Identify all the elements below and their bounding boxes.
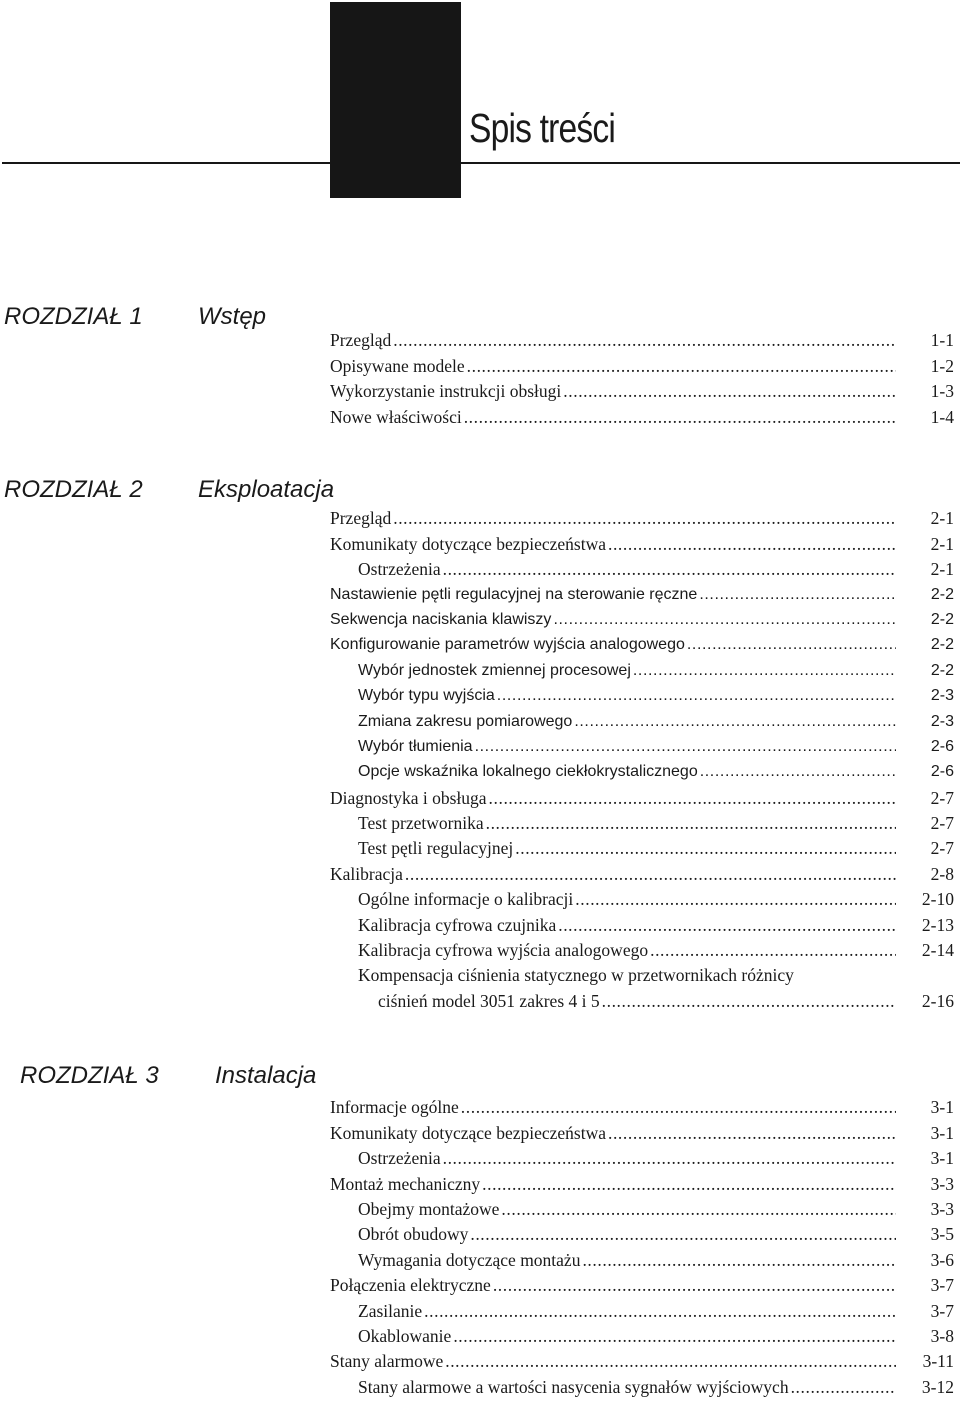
toc-entry-title: Ostrzeżenia bbox=[358, 1148, 441, 1169]
toc-entry-page: 3-1 bbox=[930, 1122, 954, 1143]
toc-entry[interactable] bbox=[330, 986, 954, 1011]
dot-leader bbox=[489, 787, 896, 809]
toc-entry-title: Kalibracja cyfrowa czujnika bbox=[358, 914, 557, 935]
dot-leader bbox=[650, 939, 896, 961]
toc-entry[interactable] bbox=[330, 580, 954, 605]
toc-entry[interactable] bbox=[330, 758, 954, 783]
dot-leader bbox=[575, 888, 896, 910]
toc-entry-title: Wybór typu wyjścia bbox=[358, 687, 495, 705]
toc-entry-page: 3-7 bbox=[930, 1300, 954, 1321]
toc-entry-page: 2-6 bbox=[930, 763, 954, 781]
dot-leader bbox=[700, 761, 896, 783]
dot-leader bbox=[574, 711, 896, 733]
dot-leader bbox=[501, 1198, 896, 1220]
toc-entry-title: Opcje wskaźnika lokalnego ciekłokrystalicznego bbox=[358, 763, 698, 781]
toc-entry[interactable] bbox=[330, 1093, 954, 1118]
toc-entry-title: Przegląd bbox=[330, 330, 392, 351]
toc-entry-title: Kompensacja ciśnienia statycznego w przetwornikach różnicy bbox=[358, 965, 794, 986]
toc-entry-title: Zasilanie bbox=[358, 1300, 423, 1321]
toc-entry-title: Opisywane modele bbox=[330, 355, 465, 376]
title-rule bbox=[2, 162, 960, 164]
dot-leader bbox=[424, 1300, 896, 1322]
toc-entry[interactable] bbox=[330, 631, 954, 656]
chapter-label: ROZDZIAŁ 1 bbox=[4, 303, 143, 330]
toc-entry-page: 3-1 bbox=[930, 1148, 954, 1169]
dot-leader bbox=[608, 533, 896, 555]
toc-entry-page: 3-5 bbox=[930, 1224, 954, 1245]
toc-entry[interactable] bbox=[330, 529, 954, 554]
toc-list bbox=[330, 326, 954, 428]
dot-leader bbox=[470, 1223, 896, 1245]
dot-leader bbox=[791, 1376, 896, 1398]
toc-entry-title: Połączenia elektryczne bbox=[330, 1275, 491, 1296]
dot-leader bbox=[515, 837, 896, 859]
toc-entry-page: 2-7 bbox=[930, 787, 954, 808]
toc-entry-page: 3-8 bbox=[930, 1325, 954, 1346]
toc-entry-title: Ogólne informacje o kalibracji bbox=[358, 889, 574, 910]
title-black-block bbox=[330, 2, 461, 198]
toc-entry[interactable] bbox=[330, 1220, 954, 1245]
toc-entry-page: 2-8 bbox=[930, 863, 954, 884]
toc-entry-page: 2-3 bbox=[930, 687, 954, 705]
toc-entry-page: 2-16 bbox=[921, 990, 954, 1011]
toc-entry[interactable] bbox=[330, 1118, 954, 1143]
toc-entry[interactable] bbox=[330, 326, 954, 351]
chapter-title: Eksploatacja bbox=[198, 476, 335, 503]
toc-entry-title: Komunikaty dotyczące bezpieczeństwa bbox=[330, 1122, 606, 1143]
dot-leader bbox=[482, 1173, 896, 1195]
toc-entry-page: 2-2 bbox=[930, 585, 954, 603]
dot-leader bbox=[558, 914, 896, 936]
dot-leader bbox=[563, 380, 896, 402]
toc-entry-page: 2-3 bbox=[930, 712, 954, 730]
dot-leader bbox=[453, 1325, 896, 1347]
toc-entry[interactable] bbox=[330, 1195, 954, 1220]
dot-leader bbox=[497, 685, 896, 707]
toc-entry[interactable] bbox=[330, 707, 954, 732]
toc-entry-title: Nastawienie pętli regulacyjnej na sterowanie ręczne bbox=[330, 585, 698, 603]
toc-entry-page: 3-12 bbox=[921, 1376, 954, 1397]
toc-entry-title: Kalibracja bbox=[330, 863, 403, 884]
toc-entry[interactable] bbox=[330, 859, 954, 884]
toc-entry-title: Komunikaty dotyczące bezpieczeństwa bbox=[330, 533, 606, 554]
toc-entry-title: Wykorzystanie instrukcji obsługi bbox=[330, 381, 562, 402]
chapter-label: ROZDZIAŁ 3 bbox=[20, 1062, 159, 1089]
toc-entry-page: 2-1 bbox=[930, 559, 954, 580]
toc-entry-page: 2-2 bbox=[930, 636, 954, 654]
toc-entry-title: Obrót obudowy bbox=[358, 1224, 469, 1245]
toc-entry-page: 2-10 bbox=[921, 889, 954, 910]
dot-leader bbox=[445, 1350, 896, 1372]
toc-entry-page: 1-1 bbox=[930, 330, 954, 351]
toc-entry-title: Sekwencja naciskania klawiszy bbox=[330, 610, 552, 628]
toc-entry-title: ciśnień model 3051 zakres 4 i 5 bbox=[378, 990, 600, 1011]
dot-leader bbox=[602, 990, 896, 1012]
toc-entry-page: 1-2 bbox=[930, 355, 954, 376]
page-title: Spis treści bbox=[469, 105, 616, 151]
dot-leader bbox=[393, 329, 896, 351]
toc-entry-title: Kalibracja cyfrowa wyjścia analogowego bbox=[358, 940, 649, 961]
toc-entry-page: 2-1 bbox=[930, 508, 954, 529]
dot-leader bbox=[687, 634, 896, 656]
chapter-title: Wstęp bbox=[198, 303, 267, 330]
toc-entry-page: 3-3 bbox=[930, 1198, 954, 1219]
toc-entry-page: 2-7 bbox=[930, 813, 954, 834]
toc-entry[interactable] bbox=[330, 402, 954, 427]
toc-entry-title: Konfigurowanie parametrów wyjścia analogowego bbox=[330, 636, 685, 654]
toc-entry-page: 1-3 bbox=[930, 381, 954, 402]
toc-entry-page: 2-14 bbox=[921, 940, 954, 961]
toc-entry[interactable] bbox=[330, 1144, 954, 1169]
toc-entry[interactable] bbox=[330, 961, 954, 986]
toc-entry-title: Wybór tłumienia bbox=[358, 737, 473, 755]
dot-leader bbox=[608, 1122, 896, 1144]
toc-entry-page: 2-2 bbox=[930, 661, 954, 679]
toc-entry[interactable] bbox=[330, 606, 954, 631]
toc-entry-title: Test przetwornika bbox=[358, 813, 484, 834]
toc-list bbox=[330, 504, 954, 1012]
toc-entry-page: 3-3 bbox=[930, 1173, 954, 1194]
toc-entry-title: Okablowanie bbox=[358, 1325, 452, 1346]
dot-leader bbox=[699, 584, 896, 606]
toc-entry-title: Diagnostyka i obsługa bbox=[330, 787, 487, 808]
toc-entry-page: 1-4 bbox=[930, 406, 954, 427]
dot-leader bbox=[633, 660, 896, 682]
toc-entry[interactable] bbox=[330, 656, 954, 681]
dot-leader bbox=[486, 812, 896, 834]
dot-leader bbox=[493, 1274, 896, 1296]
dot-leader bbox=[405, 863, 896, 885]
chapter-label: ROZDZIAŁ 2 bbox=[4, 476, 143, 503]
toc-entry-page: 2-6 bbox=[930, 737, 954, 755]
toc-entry-page: 2-13 bbox=[921, 914, 954, 935]
toc-entry[interactable] bbox=[330, 1169, 954, 1194]
toc-entry[interactable] bbox=[330, 783, 954, 808]
dot-leader bbox=[467, 355, 896, 377]
toc-list bbox=[330, 1093, 954, 1398]
toc-entry[interactable] bbox=[330, 1271, 954, 1296]
toc-entry-title: Ostrzeżenia bbox=[358, 559, 441, 580]
toc-entry-page: 2-1 bbox=[930, 533, 954, 554]
toc-entry-page: 2-2 bbox=[930, 610, 954, 628]
toc-entry[interactable] bbox=[330, 682, 954, 707]
chapter-title: Instalacja bbox=[215, 1062, 317, 1089]
toc-entry[interactable] bbox=[330, 1347, 954, 1372]
dot-leader bbox=[443, 558, 896, 580]
toc-entry-title: Stany alarmowe a wartości nasycenia sygnałów wyjściowych bbox=[358, 1376, 789, 1397]
toc-entry-title: Wymagania dotyczące montażu bbox=[358, 1249, 581, 1270]
dot-leader bbox=[461, 1096, 896, 1118]
dot-leader bbox=[582, 1249, 896, 1271]
toc-entry-page: 3-7 bbox=[930, 1275, 954, 1296]
toc-entry[interactable] bbox=[330, 504, 954, 529]
toc-entry-title: Wybór jednostek zmiennej procesowej bbox=[358, 661, 631, 679]
toc-entry-page: 3-11 bbox=[922, 1351, 954, 1372]
toc-entry-title: Informacje ogólne bbox=[330, 1097, 459, 1118]
dot-leader bbox=[464, 406, 896, 428]
toc-entry[interactable] bbox=[330, 834, 954, 859]
toc-entry[interactable] bbox=[330, 1296, 954, 1321]
toc-entry-title: Montaż mechaniczny bbox=[330, 1173, 481, 1194]
toc-entry-page: 2-7 bbox=[930, 838, 954, 859]
toc-entry-title: Nowe właściwości bbox=[330, 406, 462, 427]
toc-entry-title: Przegląd bbox=[330, 508, 392, 529]
toc-entry[interactable] bbox=[330, 1322, 954, 1347]
dot-leader bbox=[443, 1147, 896, 1169]
toc-entry[interactable] bbox=[330, 936, 954, 961]
toc-entry[interactable] bbox=[330, 555, 954, 580]
toc-entry[interactable] bbox=[330, 1245, 954, 1270]
toc-entry[interactable] bbox=[330, 809, 954, 834]
toc-entry-title: Stany alarmowe bbox=[330, 1351, 444, 1372]
toc-entry-title: Test pętli regulacyjnej bbox=[358, 838, 514, 859]
toc-entry[interactable] bbox=[330, 377, 954, 402]
toc-entry[interactable] bbox=[330, 910, 954, 935]
toc-entry[interactable] bbox=[330, 733, 954, 758]
dot-leader bbox=[475, 736, 896, 758]
toc-entry[interactable] bbox=[330, 1372, 954, 1397]
toc-entry[interactable] bbox=[330, 351, 954, 376]
toc-entry-page: 3-1 bbox=[930, 1097, 954, 1118]
toc-entry[interactable] bbox=[330, 885, 954, 910]
toc-entry-title: Zmiana zakresu pomiarowego bbox=[358, 712, 573, 730]
toc-entry-page: 3-6 bbox=[930, 1249, 954, 1270]
toc-entry-title: Obejmy montażowe bbox=[358, 1198, 500, 1219]
dot-leader bbox=[553, 609, 896, 631]
dot-leader bbox=[393, 507, 896, 529]
